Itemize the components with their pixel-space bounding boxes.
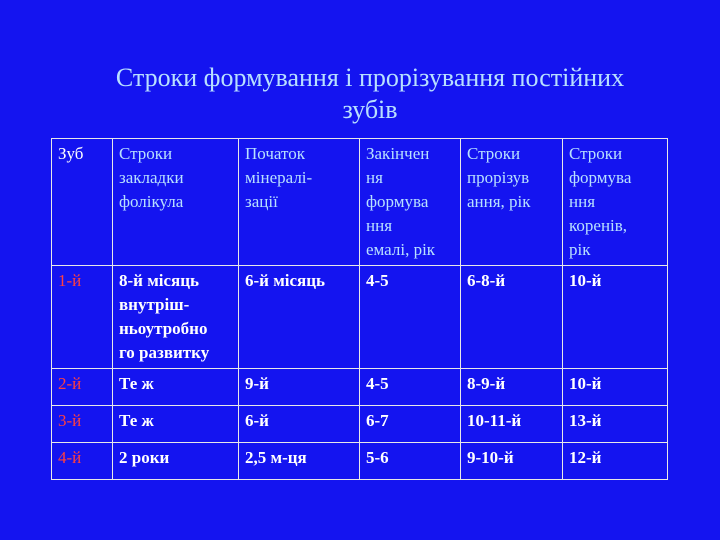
table-row xyxy=(52,406,668,443)
header-cell-follicle: Строки закладки фолікула xyxy=(113,139,239,266)
table-cell: 2,5 м-ця xyxy=(239,443,360,480)
header-cell-tooth: Зуб xyxy=(52,139,113,266)
slide-title-line-1: Строки формування і прорізування постійних xyxy=(115,63,625,92)
table-cell: 2 роки xyxy=(113,443,239,480)
table-cell: 6-8-й xyxy=(461,266,563,369)
header-cell-roots: Строки формува ння коренів, рік xyxy=(563,139,668,266)
table-row xyxy=(52,369,668,406)
tooth-cell: 3-й xyxy=(52,406,113,443)
header-cell-eruption: Строки прорізув ання, рік xyxy=(461,139,563,266)
table-cell: 8-й місяць внутріш- ньоутробно го развитку xyxy=(113,266,239,369)
slide-title xyxy=(60,62,680,126)
tooth-cell: 2-й xyxy=(52,369,113,406)
teeth-schedule-table xyxy=(51,138,668,480)
table-row xyxy=(52,266,668,369)
table-cell: 8-9-й xyxy=(461,369,563,406)
table-cell: Те ж xyxy=(113,406,239,443)
table-cell: 6-7 xyxy=(360,406,461,443)
table-cell: 5-6 xyxy=(360,443,461,480)
tooth-cell: 1-й xyxy=(52,266,113,369)
table-row xyxy=(52,443,668,480)
table-cell: 9-й xyxy=(239,369,360,406)
table-cell: Те ж xyxy=(113,369,239,406)
header-cell-mineralization: Початок мінералі- зації xyxy=(239,139,360,266)
header-cell-enamel: Закінчен ня формува ння емалі, рік xyxy=(360,139,461,266)
table-cell: 4-5 xyxy=(360,369,461,406)
table-cell: 6-й xyxy=(239,406,360,443)
table-cell: 4-5 xyxy=(360,266,461,369)
table-cell: 13-й xyxy=(563,406,668,443)
table-header-row xyxy=(52,139,668,266)
table-cell: 10-й xyxy=(563,266,668,369)
table-cell: 6-й місяць xyxy=(239,266,360,369)
slide-title-line-2: зубів xyxy=(342,95,398,124)
table-cell: 12-й xyxy=(563,443,668,480)
tooth-cell: 4-й xyxy=(52,443,113,480)
table-cell: 10-11-й xyxy=(461,406,563,443)
table-cell: 10-й xyxy=(563,369,668,406)
table-cell: 9-10-й xyxy=(461,443,563,480)
